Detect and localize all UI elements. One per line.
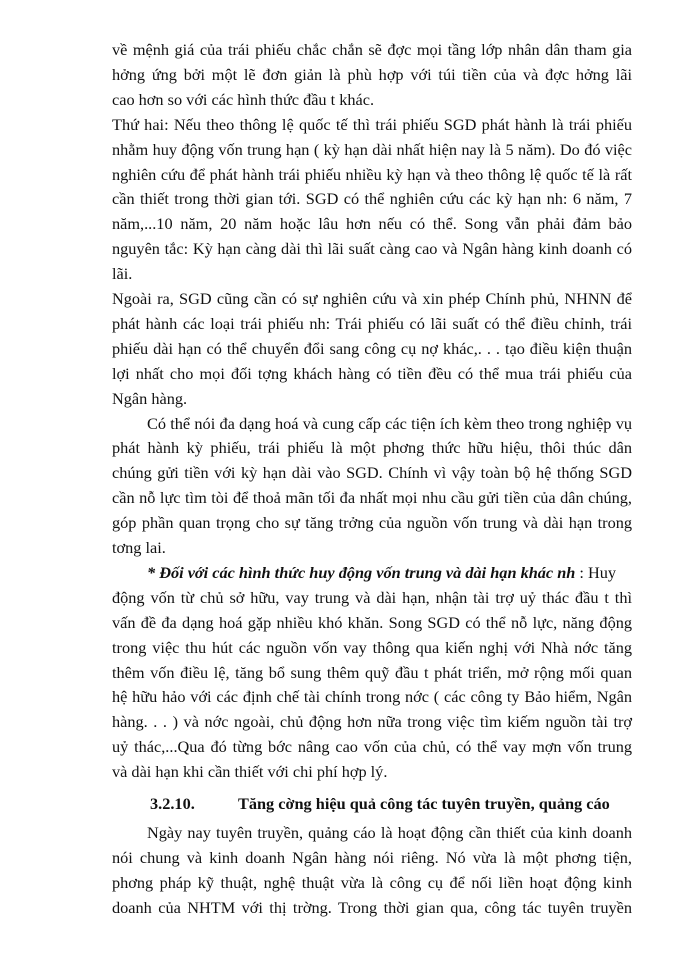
body-line: cần thiết trong thời gian tới. SGD có thể nghiên cứu các kỳ hạn nh: 6 năm, 7 — [112, 189, 632, 209]
body-line: Thứ hai: Nếu theo thông lệ quốc tế thì trái phiếu SGD phát hành là trái phiếu — [112, 114, 632, 134]
body-line: nguyên tắc: Kỳ hạn càng dài thì lãi suất càng cao và Ngân hàng kinh doanh có — [112, 239, 632, 259]
body-line: Ngân hàng. — [112, 388, 188, 408]
body-line: lợi nhất cho mọi đối tợng khách hàng có tiền đều có thể mua trái phiếu của — [112, 363, 632, 383]
body-line: góp phần quan trọng cho sự tăng trởng của nguồn vốn trung và dài hạn trong — [112, 513, 632, 533]
body-line: nghiên cứu để phát hành trái phiếu nhiều kỳ hạn và theo thông lệ quốc tế là rất — [112, 164, 632, 184]
body-line: phiếu dài hạn có thể chuyển đổi sang công cụ nợ khác,. . . tạo điều kiện thuận — [112, 338, 632, 358]
section-heading — [150, 793, 630, 815]
body-line: trong việc thu hút các nguồn vốn vay thông qua kiến nghị với Nhà nớc tăng — [112, 637, 632, 657]
body-line: tơng lai. — [112, 538, 166, 557]
section-number: 3.2.10. — [150, 794, 195, 813]
body-line: hệ hữu hảo với các định chế tài chính trong nớc ( các công ty Bảo hiểm, Ngân — [112, 687, 632, 707]
body-line: chúng gửi tiền với kỳ hạn dài vào SGD. Chính vì vậy toàn bộ hệ thống SGD — [112, 463, 632, 483]
body-line: phát hành kỳ phiếu, trái phiếu là một phơng thức hữu hiệu, thôi thúc dân — [112, 438, 632, 458]
body-line: động vốn từ chủ sở hữu, vay trung và dài hạn, nhận tài trợ uỷ thác đầu t thì — [112, 587, 632, 607]
body-line: doanh của NHTM với thị trờng. Trong thời gian qua, công tác tuyên truyền — [112, 897, 632, 917]
body-line: và dài hạn khi cần thiết với chi phí hợp lý. — [112, 762, 388, 782]
body-line: thêm vốn điều lệ, tăng bổ sung thêm quỹ đầu t phát triển, mở rộng mối quan — [112, 662, 632, 682]
body-line: về mệnh giá của trái phiếu chắc chắn sẽ đợc mọi tầng lớp nhân dân tham gia — [112, 40, 632, 59]
other-forms-heading: * Đối với các hình thức huy động vốn trung và dài hạn khác nh — [147, 562, 576, 582]
body-line: Ngày nay tuyên truyền, quảng cáo là hoạt động cần thiết của kinh doanh — [147, 823, 632, 842]
body-line: hởng ứng bởi một lẽ đơn giản là phù hợp với túi tiền của và đợc hởng lãi — [112, 64, 632, 84]
body-line: phơng pháp kỹ thuật, nghệ thuật vừa là công cụ để nối liền hoạt động kinh — [112, 872, 632, 892]
body-line: hàng. . . ) và nớc ngoài, chủ động hơn nữa trong việc tìm kiếm nguồn tài trợ — [112, 712, 632, 732]
body-line: Có thể nói đa dạng hoá và cung cấp các tiện ích kèm theo trong nghiệp vụ — [147, 413, 632, 433]
body-line: lãi. — [112, 264, 133, 284]
body-line: nhằm huy động vốn trung hạn ( kỳ hạn dài nhất hiện nay là 5 năm). Do đó việc — [112, 139, 632, 159]
other-forms-heading-tail: : Huy — [575, 562, 617, 582]
body-line: năm,...10 năm, 20 năm hoặc lâu hơn nếu có thể. Song vẫn phải đảm bảo — [112, 214, 632, 234]
body-line: vấn đề đa dạng hoá gặp nhiều khó khăn. Song SGD có thể nỗ lực, năng động — [112, 612, 632, 632]
body-line: Ngoài ra, SGD cũng cần có sự nghiên cứu và xin phép Chính phủ, NHNN để — [112, 289, 632, 308]
body-line: uỷ thác,...Qua đó từng bớc nâng cao vốn của chủ, có thể vay mợn vốn trung — [112, 737, 632, 757]
body-line: nói chung và kinh doanh Ngân hàng nói riêng. Nó vừa là một phơng tiện, — [112, 847, 632, 867]
section-title: Tăng cờng hiệu quả công tác tuyên truyền, quảng cáo — [238, 794, 610, 813]
body-line: cần nỗ lực tìm tòi để thoả mãn tối đa nhất mọi nhu cầu gửi tiền của dân chúng, — [112, 488, 632, 508]
body-line: cao hơn so với các hình thức đầu t khác. — [112, 89, 375, 109]
other-forms-line — [147, 563, 632, 583]
body-line: phát hành các loại trái phiếu nh: Trái phiếu có lãi suất có thể điều chỉnh, trái — [112, 313, 632, 333]
